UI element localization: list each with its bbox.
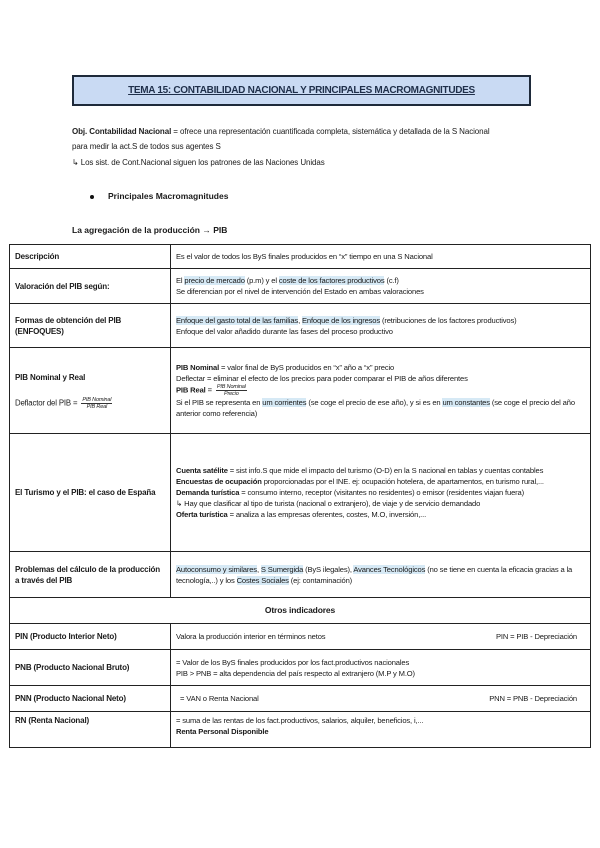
highlight: S Sumergida [260, 564, 304, 574]
bullet-text: Principales Macromagnitudes [108, 191, 229, 201]
table-row [10, 624, 591, 650]
text: ↳ Hay que clasificar al tipo de turista (nacional o extranjero), de viaje y de servicio demandado [176, 499, 481, 508]
pib-table [9, 244, 591, 748]
objective-label: Obj. Contabilidad Nacional [72, 127, 172, 136]
row-value [171, 304, 591, 348]
text: proporcionadas por el INE. ej: ocupación hotelera, de apartamentos, en turismo rural,... [261, 477, 544, 486]
text: = analiza a las empresas oferentes, costes, M.O, inversión,... [227, 510, 427, 519]
text: (c.f) [384, 276, 399, 285]
other-indicators-header: Otros indicadores [10, 598, 591, 624]
bullet-item [90, 191, 228, 201]
row-key: Valoración del PIB según: [10, 269, 171, 304]
text: El [176, 276, 185, 285]
table-row [10, 348, 591, 434]
text: = Valor de los ByS finales producidos por los fact.productivos nacionales [176, 657, 410, 667]
text: , [256, 564, 261, 574]
section-heading: La agregación de la producción → PIB [72, 225, 228, 235]
text: Valora la producción interior en términos netos [176, 632, 326, 641]
highlight: Autoconsumo y similares [176, 564, 257, 574]
highlight: Enfoque del gasto total de las familias [176, 315, 299, 325]
text: = valor final de ByS producidos en “x” año a “x” precio [219, 363, 395, 372]
numerator: PIB Nominal [216, 384, 246, 390]
bold-term: Demanda turística [176, 488, 240, 497]
text: (p.m) y el [244, 276, 279, 285]
text: = suma de las rentas de los fact.productivos, salarios, alquiler, beneficios, i,... [176, 716, 424, 725]
row-value: Es el valor de todos los ByS finales producidos en “x” tiempo en una S Nacional [171, 245, 591, 269]
row-key-label: PIB Nominal y Real [15, 372, 86, 382]
row-key: Problemas del cálculo de la producción a través del PIB [10, 552, 171, 598]
table-row [10, 434, 591, 552]
row-key: PNN (Producto Nacional Neto) [10, 686, 171, 712]
row-value [171, 269, 591, 304]
row-value [171, 712, 591, 748]
text: , [298, 315, 302, 325]
text: Deflactor del PIB = [15, 398, 80, 408]
row-key: Formas de obtención del PIB (ENFOQUES) [10, 304, 171, 348]
text: = [205, 385, 214, 395]
bold-term: Encuestas de ocupación [176, 477, 262, 486]
formula: PIN = PIB - Depreciación [495, 632, 577, 641]
text: Se diferencian por el nivel de intervención del Estado en ambas valoraciones [176, 287, 424, 296]
bold-term: Cuenta satélite [176, 466, 228, 475]
deflactor-formula [15, 397, 165, 410]
highlight: coste de los factores productivos [278, 276, 385, 285]
objective-text: = ofrece una representación cuantificada completa, sistemática y detallada de la S Nacional [171, 127, 490, 136]
text: Deflectar = eliminar el efecto de los precios para poder comparar el PIB de años diferentes [176, 374, 468, 383]
text: (retribuciones de los factores productivos) [380, 315, 517, 325]
denominator: PIB Real [86, 403, 108, 410]
fraction [216, 384, 247, 397]
bold-term: Oferta turística [176, 510, 228, 519]
text: Enfoque del valor añadido durante las fases del proceso productivo [176, 326, 393, 336]
text: = VAN o Renta Nacional [180, 694, 259, 703]
denominator: Precio [223, 391, 239, 397]
text: (se coge el precio del año anterior como referencia) [176, 398, 575, 418]
bullet-icon [90, 195, 94, 199]
intro-objective [72, 126, 490, 137]
highlight: um constantes [442, 398, 490, 407]
highlight: Costes Sociales [236, 575, 289, 585]
formula: PNN = PNB - Depreciación [489, 694, 577, 703]
table-row [10, 686, 591, 712]
text: (ej: contaminación) [288, 575, 353, 585]
highlight: Enfoque de los ingresos [301, 315, 381, 325]
text: PIB > PNB = alta dependencia del país respecto al extranjero (M.P y M.O) [176, 668, 415, 678]
title-box [72, 75, 531, 106]
row-value [171, 348, 591, 434]
row-value [171, 650, 591, 686]
highlight: um corrientes [262, 398, 307, 407]
row-key: PIN (Producto Interior Neto) [10, 624, 171, 650]
row-key: Descripción [10, 245, 171, 269]
bold-term: PIB Nominal [176, 363, 220, 372]
text: = consumo interno, receptor (visitantes no residentes) o emisor (residentes viajan fuera) [239, 488, 524, 497]
page-title: TEMA 15: CONTABILIDAD NACIONAL Y PRINCIPALES MACROMAGNITUDES [128, 85, 475, 96]
bold-term: Renta Personal Disponible [176, 727, 269, 736]
text: (ByS ilegales), [303, 564, 354, 574]
table-row [10, 245, 591, 269]
intro-note: ↳ Los sist. de Cont.Nacional siguen los patrones de las Naciones Unidas [72, 158, 325, 167]
row-key: El Turismo y el PIB: el caso de España [10, 434, 171, 552]
row-key: PNB (Producto Nacional Bruto) [10, 650, 171, 686]
row-value [171, 552, 591, 598]
text: = sist info.S que mide el impacto del turismo (O-D) en la S nacional en tablas y cuentas contables [227, 466, 544, 475]
intro-objective-cont: para medir la act.S de todos sus agentes S [72, 142, 221, 151]
row-key: RN (Renta Nacional) [10, 712, 171, 748]
row-value [171, 624, 591, 650]
table-row [10, 650, 591, 686]
table-row [10, 712, 591, 748]
text: Si el PIB se representa en [176, 398, 263, 407]
table-header-row [10, 598, 591, 624]
row-value [171, 434, 591, 552]
table-row [10, 269, 591, 304]
row-key [10, 348, 171, 434]
text: (se coge el precio de ese año), y si es en [306, 398, 443, 407]
table-row [10, 304, 591, 348]
text: (no se tiene en cuenta la eficacia gracias a la tecnología,..) y los [176, 564, 573, 585]
bold-term: PIB Real [176, 385, 206, 395]
table-row [10, 552, 591, 598]
numerator: PIB Nominal [82, 396, 112, 403]
highlight: Avances Tecnológicos [353, 564, 426, 574]
row-value [171, 686, 591, 712]
highlight: precio de mercado [184, 276, 245, 285]
fraction [81, 397, 112, 410]
